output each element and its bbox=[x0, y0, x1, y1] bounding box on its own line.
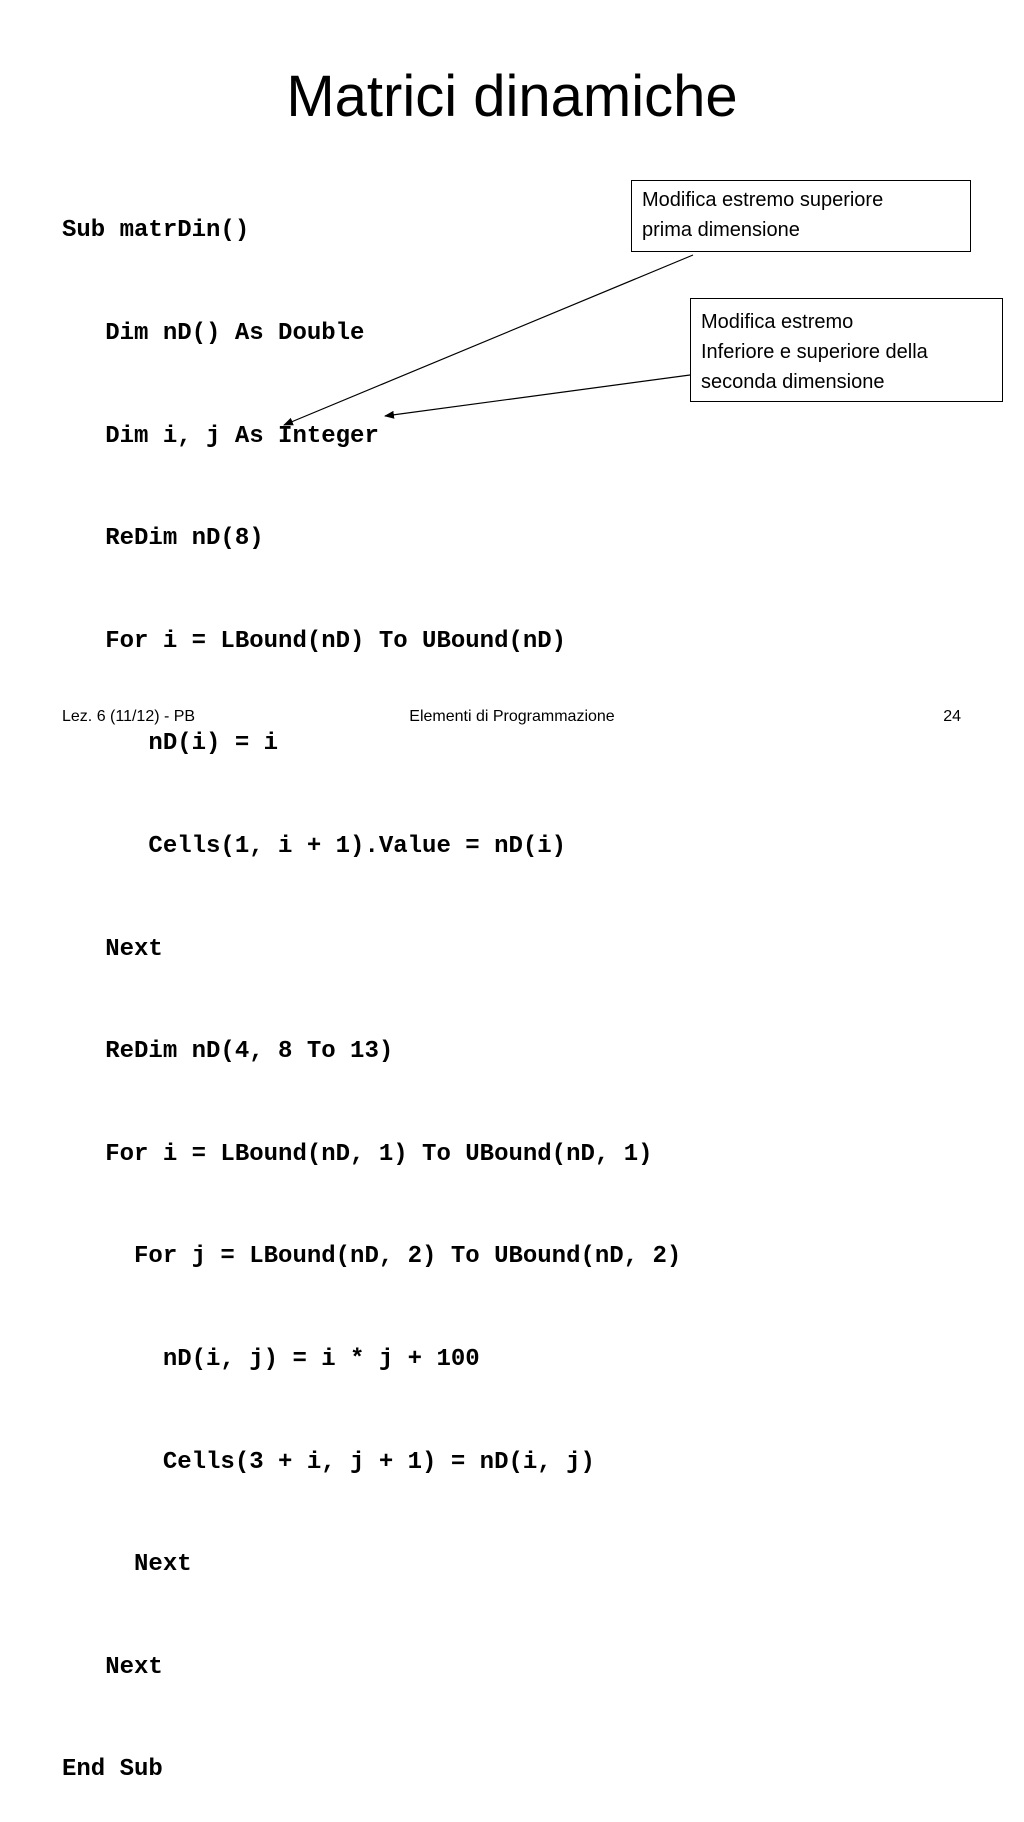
code-line: Cells(3 + i, j + 1) = nD(i, j) bbox=[62, 1448, 595, 1476]
code-line: Sub matrDin() bbox=[62, 217, 250, 245]
code-line: For j = LBound(nD, 2) To UBound(nD, 2) bbox=[62, 1243, 682, 1271]
code-line: For i = LBound(nD, 1) To UBound(nD, 1) bbox=[62, 1140, 653, 1168]
callout-upper-bound-note bbox=[631, 180, 971, 252]
callout-text: prima dimensione bbox=[642, 219, 800, 241]
callout-arrow-second-dimension bbox=[385, 375, 690, 416]
code-line: Next bbox=[62, 1653, 163, 1681]
code-line: ReDim nD(8) bbox=[62, 525, 264, 553]
code-line: End Sub bbox=[62, 1756, 163, 1784]
code-line: nD(i, j) = i * j + 100 bbox=[62, 1345, 480, 1373]
code-line: Dim nD() As Double bbox=[62, 320, 365, 347]
callout-arrow-upper-bound bbox=[284, 255, 693, 425]
footer-course: Elementi di Programmazione bbox=[409, 708, 615, 725]
footer-lecture: Lez. 6 (11/12) - PB bbox=[62, 708, 196, 725]
code-line: Next bbox=[62, 1551, 192, 1579]
callout-text: seconda dimensione bbox=[701, 371, 885, 393]
code-line: nD(i) = i bbox=[62, 730, 279, 758]
code-line: Next bbox=[62, 935, 163, 963]
code-line: Cells(1, i + 1).Value = nD(i) bbox=[62, 832, 567, 860]
callout-second-dimension-note bbox=[690, 298, 1003, 402]
slide-title: Matrici dinamiche bbox=[286, 64, 738, 129]
code-line: For i = LBound(nD) To UBound(nD) bbox=[62, 627, 567, 655]
callout-text: Modifica estremo bbox=[701, 311, 854, 333]
code-line: Dim i, j As Integer bbox=[62, 422, 379, 450]
callout-text: Inferiore e superiore della bbox=[701, 341, 928, 363]
footer-page-number: 24 bbox=[943, 708, 961, 725]
callout-text: Modifica estremo superiore bbox=[642, 189, 884, 211]
code-line: ReDim nD(4, 8 To 13) bbox=[62, 1038, 394, 1066]
